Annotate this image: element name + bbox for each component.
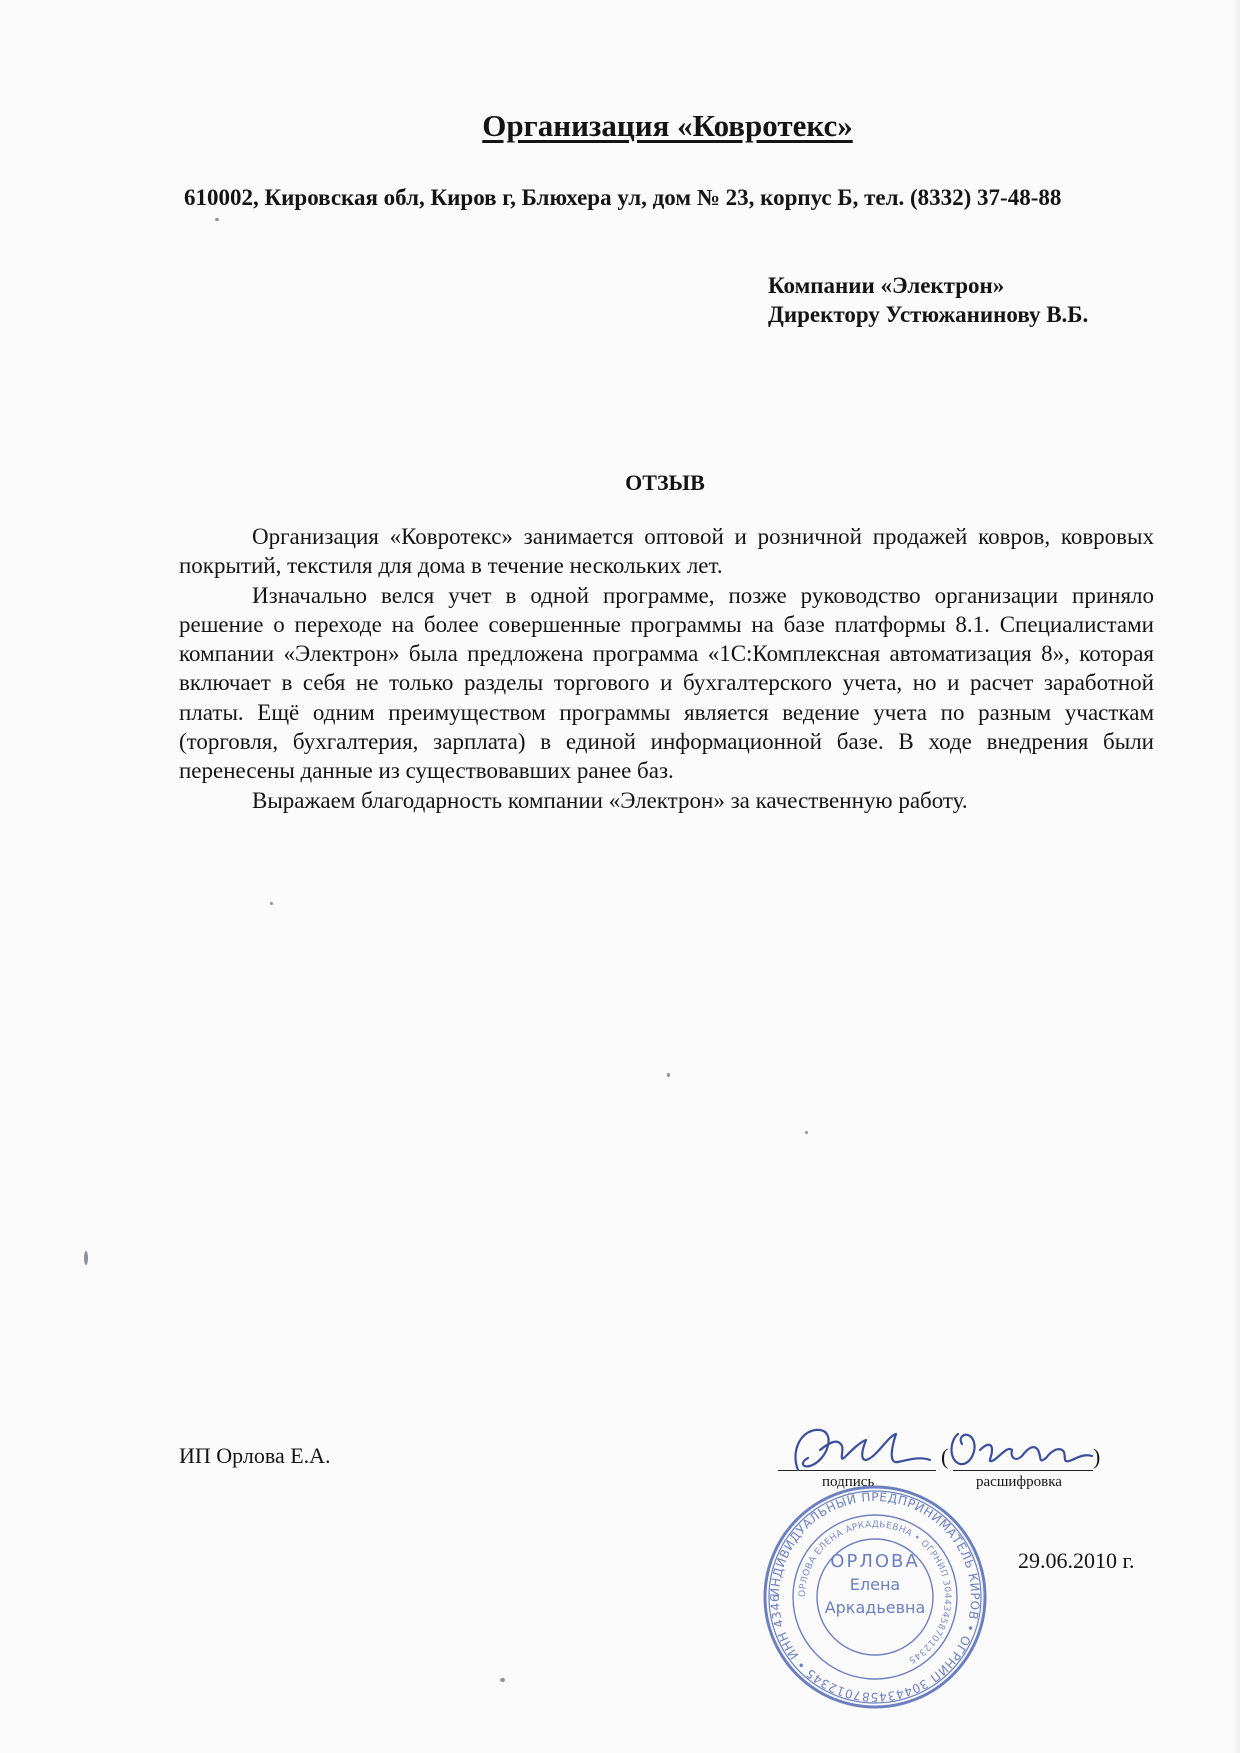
handwritten-signature bbox=[780, 1420, 1110, 1480]
scan-speck bbox=[215, 218, 219, 221]
scan-speck bbox=[667, 1073, 670, 1077]
signer-name: ИП Орлова Е.А. bbox=[179, 1443, 331, 1468]
organization-address: 610002, Кировская обл, Киров г, Блюхера ул, дом № 23, корпус Б, тел. (8332) 37-48-88 bbox=[184, 185, 1062, 210]
scan-speck bbox=[805, 1131, 808, 1134]
stamp-outer-text: ИНДИВИДУАЛЬНЫЙ ПРЕДПРИНИМАТЕЛЬ КИРОВ • ОГРНИП 304434587012345 • ИНН 434600005790 bbox=[757, 1473, 983, 1705]
stamp-center-text bbox=[762, 1550, 988, 1619]
scan-speck bbox=[500, 1678, 505, 1682]
body-paragraph: Организация «Ковротекс» занимается оптовой и розничной продажей ковров, ковровых покрытий, текстиля для дома в течение нескольких лет. bbox=[179, 524, 1154, 579]
stamp-inner-text: ОРЛОВА ЕЛЕНА АРКАДЬЕВНА • ОГРНИП 304434587012345 bbox=[797, 1519, 953, 1665]
stamp-given-name: Елена bbox=[849, 1575, 901, 1594]
recipient-company: Компании «Электрон» bbox=[768, 273, 1005, 298]
stamp-surname: ОРЛОВА bbox=[830, 1551, 920, 1572]
body-paragraph: Изначально велся учет в одной программе, позже руководство организации приняло решение о переходе на более совершенные программы на базе платформы 8.1. Специалистами компании «Электрон» была предложена программа «1С:Комплексная автоматизация 8», которая включает в себя не только разделы торгового и бухгалтерского учета, но и расчет заработной платы. Ещё одним преимуществом программы является ведение учета по разным участкам (торговля, бухгалтерия, зарплата) в единой информационной базе. В ходе внедрения были перенесены данные из существовавших ранее баз. bbox=[179, 582, 1154, 784]
recipient-director: Директору Устюжанинову В.Б. bbox=[768, 302, 1089, 327]
scan-speck bbox=[84, 1251, 88, 1265]
scan-speck bbox=[270, 902, 273, 905]
signature-caption: подпись bbox=[822, 1474, 875, 1490]
document-date: 29.06.2010 г. bbox=[1018, 1548, 1135, 1573]
organization-title: Организация «Ковротекс» bbox=[482, 108, 853, 143]
decoding-close-paren: ) bbox=[1093, 1444, 1101, 1469]
decoding-open-paren: ( bbox=[941, 1444, 949, 1469]
stamp-patronymic: Аркадьевна bbox=[824, 1598, 926, 1617]
body-paragraph: Выражаем благодарность компании «Электрон» за качественную работу. bbox=[252, 787, 968, 813]
decoding-caption: расшифровка bbox=[976, 1474, 1062, 1490]
document-heading: ОТЗЫВ bbox=[625, 470, 705, 495]
letter-body bbox=[179, 522, 1154, 815]
